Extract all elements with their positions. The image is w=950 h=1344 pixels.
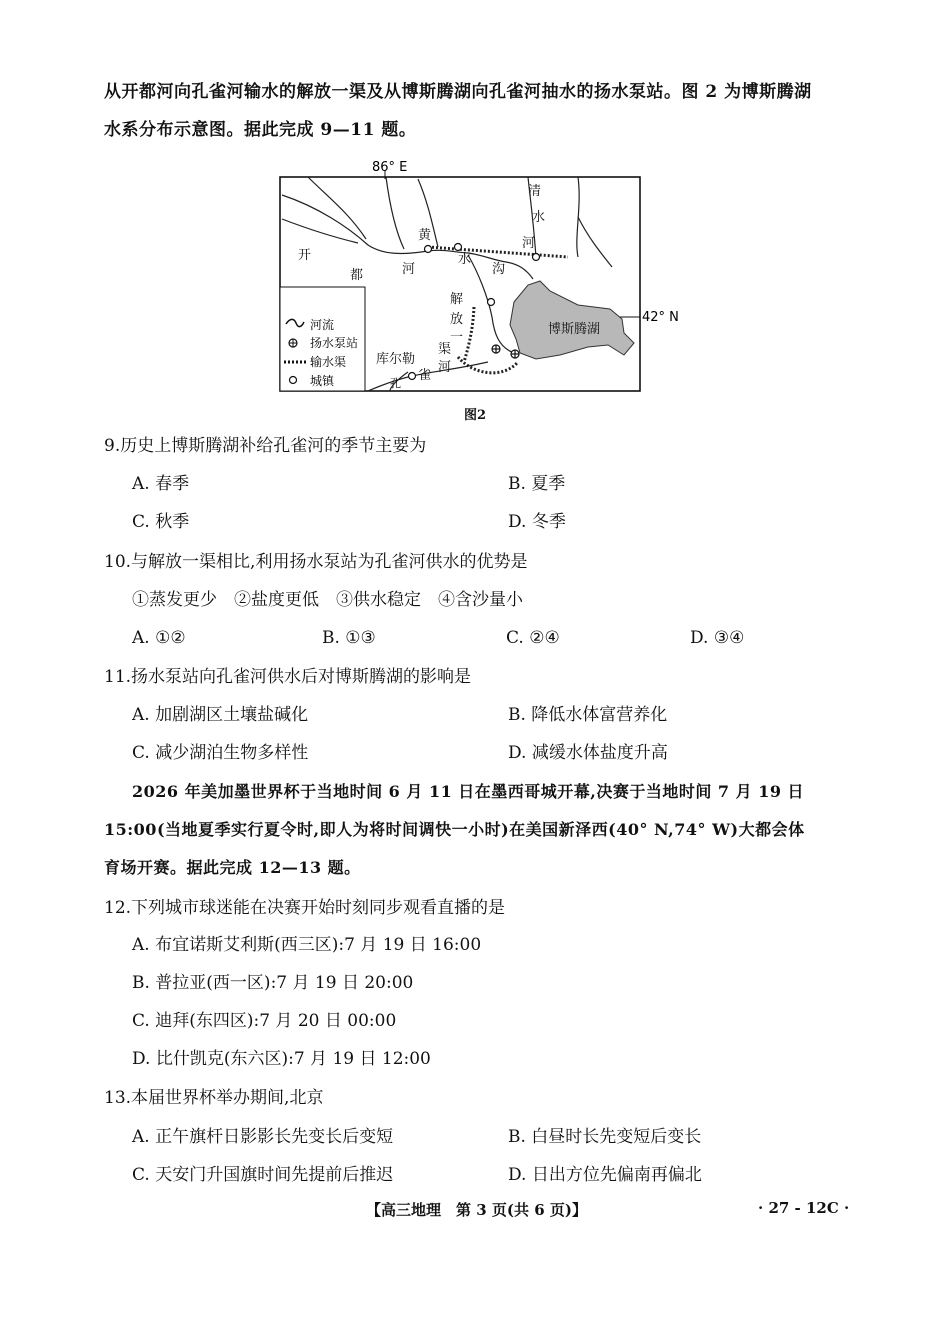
label-lake: 博斯腾湖 <box>548 322 601 337</box>
q9-option-d[interactable]: D. 冬季 <box>508 512 566 532</box>
page-footer: 【高三地理 第 3 页(共 6 页)】 <box>366 1201 587 1219</box>
q12-option-b[interactable]: B. 普拉亚(西一区):7 月 19 日 20:00 <box>132 973 414 993</box>
label-qu: 渠 <box>438 342 452 357</box>
label-fang: 放 <box>450 312 464 327</box>
bosten-lake-shape <box>510 281 634 359</box>
label-huang: 黄 <box>418 228 432 243</box>
town-marker <box>488 299 495 306</box>
town-legend-icon <box>290 377 297 384</box>
q10-option-c[interactable]: C. ②④ <box>506 628 560 648</box>
huangshuigou-canal <box>428 247 568 257</box>
label-he3: 河 <box>438 360 452 375</box>
question-10-stem: 10.与解放一渠相比,利用扬水泵站为孔雀河供水的优势是 <box>104 552 528 572</box>
label-kai: 开 <box>298 248 312 263</box>
lon-label: 86° E <box>372 160 408 175</box>
q9-option-a[interactable]: A. 春季 <box>132 474 190 494</box>
q13-option-b[interactable]: B. 白昼时长先变短后变长 <box>508 1127 702 1147</box>
q11-option-b[interactable]: B. 降低水体富营养化 <box>508 705 668 725</box>
q12-option-d[interactable]: D. 比什凯克(东六区):7 月 19 日 12:00 <box>132 1049 431 1069</box>
pump-canal <box>458 357 518 373</box>
q10-items: ①蒸发更少 ②盐度更低 ③供水稳定 ④含沙量小 <box>132 590 523 610</box>
figure-caption: 图2 <box>463 408 487 423</box>
label-he2: 河 <box>522 236 536 251</box>
label-korla: 库尔勒 <box>376 352 416 367</box>
legend-river: 河流 <box>310 318 335 332</box>
label-he1: 河 <box>402 262 416 277</box>
question-13-stem: 13.本届世界杯举办期间,北京 <box>104 1088 324 1108</box>
bosten-lake-water-system-map <box>278 157 679 397</box>
label-kong: 孔 <box>390 377 401 390</box>
para2-line-2: 15:00(当地夏季实行夏令时,即人为将时间调快一小时)在美国新泽西(40° N,74° W)大都会体 <box>104 820 805 839</box>
q13-option-a[interactable]: A. 正午旗杆日影影长先变长后变短 <box>132 1127 394 1147</box>
q9-option-c[interactable]: C. 秋季 <box>132 512 190 532</box>
label-qing: 清 <box>528 184 542 199</box>
legend-town: 城镇 <box>310 374 335 388</box>
legend-pump: 扬水泵站 <box>310 336 359 350</box>
tributary-1 <box>282 219 358 243</box>
label-shui2: 水 <box>532 210 546 225</box>
branch-5 <box>578 217 612 267</box>
town-marker <box>425 246 432 253</box>
jiefang-canal <box>464 307 474 362</box>
q9-option-b[interactable]: B. 夏季 <box>508 474 566 494</box>
label-jie: 解 <box>450 292 464 307</box>
town-marker <box>409 373 416 380</box>
legend-canal: 输水渠 <box>310 355 347 369</box>
map-legend <box>280 287 365 391</box>
town-marker <box>455 244 462 251</box>
q11-option-d[interactable]: D. 减缓水体盐度升高 <box>508 743 668 763</box>
paper-code: · 27 - 12C · <box>758 1199 850 1217</box>
intro-line-2: 水系分布示意图。据此完成 9—11 题。 <box>104 120 417 140</box>
question-9-stem: 9.历史上博斯腾湖补给孔雀河的季节主要为 <box>104 436 427 456</box>
para2-line-3: 育场开赛。据此完成 12—13 题。 <box>104 858 361 877</box>
town-marker <box>533 254 540 261</box>
q11-option-a[interactable]: A. 加剧湖区土壤盐碱化 <box>132 705 309 725</box>
q13-option-d[interactable]: D. 日出方位先偏南再偏北 <box>508 1165 702 1185</box>
label-yi: 一 <box>450 330 464 345</box>
question-12-stem: 12.下列城市球迷能在决赛开始时刻同步观看直播的是 <box>104 898 506 918</box>
q11-option-c[interactable]: C. 减少湖泊生物多样性 <box>132 743 309 763</box>
q10-option-a[interactable]: A. ①② <box>132 628 186 648</box>
question-11-stem: 11.扬水泵站向孔雀河供水后对博斯腾湖的影响是 <box>104 667 472 687</box>
label-gou: 沟 <box>492 262 506 277</box>
label-que: 雀 <box>418 368 432 383</box>
lat-label: 42° N <box>642 310 679 325</box>
tributary-2 <box>308 177 366 239</box>
label-shui: 水 <box>458 252 472 267</box>
q12-option-c[interactable]: C. 迪拜(东四区):7 月 20 日 00:00 <box>132 1011 397 1031</box>
tributary-3 <box>386 177 404 249</box>
para2-line-1: 2026 年美加墨世界杯于当地时间 6 月 11 日在墨西哥城开幕,决赛于当地时间 7 月 19 日 <box>132 782 805 801</box>
q13-option-c[interactable]: C. 天安门升国旗时间先提前后推迟 <box>132 1165 394 1185</box>
intro-line-1: 从开都河向孔雀河输水的解放一渠及从博斯腾湖向孔雀河抽水的扬水泵站。图 2 为博斯腾湖 <box>104 82 812 102</box>
label-du: 都 <box>350 268 364 283</box>
q10-option-d[interactable]: D. ③④ <box>690 628 745 648</box>
q12-option-a[interactable]: A. 布宜诺斯艾利斯(西三区):7 月 19 日 16:00 <box>132 935 482 955</box>
q10-option-b[interactable]: B. ①③ <box>322 628 376 648</box>
